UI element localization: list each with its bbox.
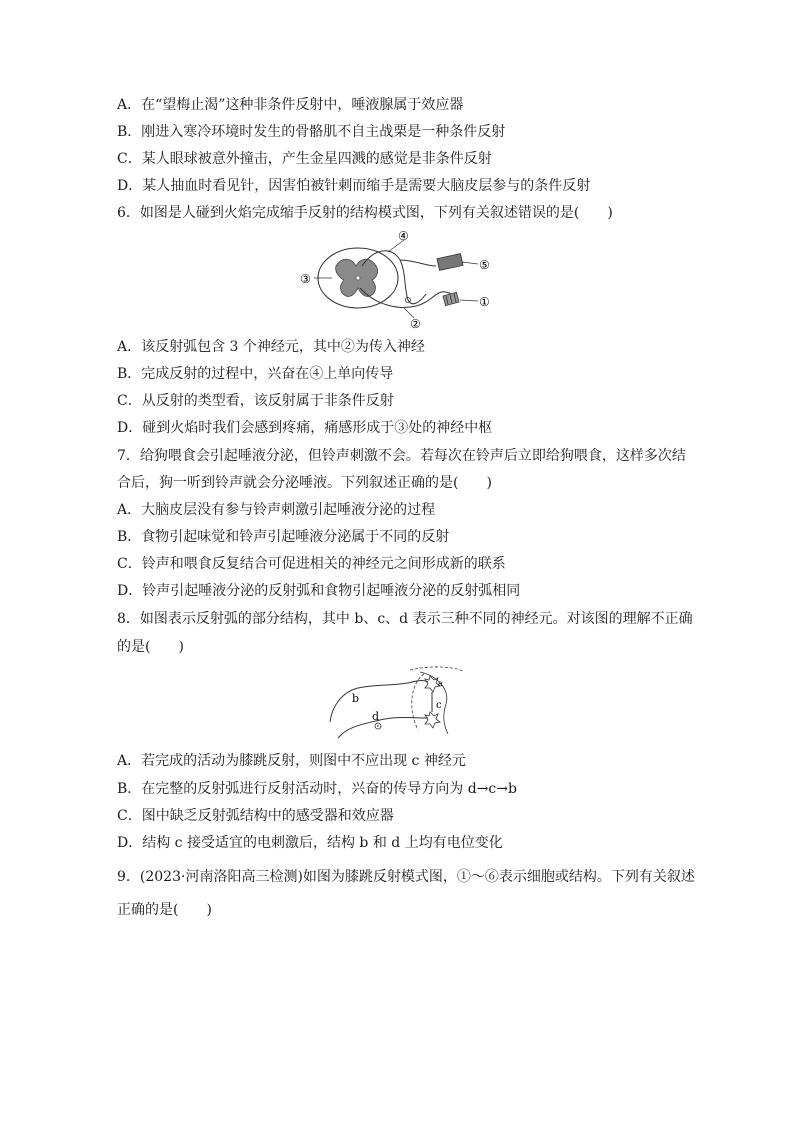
q5-option-a: A．在“望梅止渴”这种非条件反射中，唾液腺属于效应器 xyxy=(117,97,464,113)
q5-option-c: C．某人眼球被意外撞击，产生金星四溅的感觉是非条件反射 xyxy=(117,151,492,167)
q8-stem-line2: 的是( ) xyxy=(117,639,184,655)
motor-fiber xyxy=(400,260,436,266)
q9-stem-line2: 正确的是( ) xyxy=(117,902,212,918)
q7-option-c: C．铃声和喂食反复结合可促进相关的神经元之间形成新的联系 xyxy=(117,556,506,572)
q8-option-b: B．在完整的反射弧进行反射活动时，兴奋的传导方向为 d→c→b xyxy=(117,781,517,797)
q5-option-d: D．某人抽血时看见针，因害怕被针刺而缩手是需要大脑皮层参与的条件反射 xyxy=(117,178,591,194)
q6-option-d: D．碰到火焰时我们会感到疼痛，痛感形成于③处的神经中枢 xyxy=(117,420,493,436)
q8-stem-line1: 8．如图表示反射弧的部分结构，其中 b、c、d 表示三种不同的神经元。对该图的理解不正确 xyxy=(117,611,693,627)
effector-block xyxy=(437,254,463,271)
label-c: c xyxy=(436,700,442,711)
label-1: ① xyxy=(479,295,490,309)
q7-stem-line1: 7．给狗喂食会引起唾液分泌，但铃声刺激不会。若每次在铃声后立即给狗喂食，这样多次结 xyxy=(117,448,686,464)
label-2: ② xyxy=(410,317,421,331)
label-b: b xyxy=(352,692,360,705)
q7-option-d: D．铃声引起唾液分泌的反射弧和食物引起唾液分泌的反射弧相同 xyxy=(117,583,521,599)
central-canal xyxy=(356,276,360,280)
receptor xyxy=(443,292,459,305)
q5-option-b: B．刚进入寒冷环境时发生的骨骼肌不自主战栗是一种条件反射 xyxy=(117,124,506,140)
q6-option-b: B．完成反射的过程中，兴奋在④上单向传导 xyxy=(117,366,394,382)
q8-option-a: A．若完成的活动为膝跳反射，则图中不应出现 c 神经元 xyxy=(117,753,466,769)
label-d: d xyxy=(372,710,380,723)
cell-body-lower xyxy=(425,712,440,728)
label-4: ④ xyxy=(398,229,409,243)
q7-stem-line2: 合后，狗一听到铃声就会分泌唾液。下列叙述正确的是( ) xyxy=(117,475,492,491)
q9-stem-line1: 9．(2023·河南洛阳高三检测)如图为膝跳反射模式图，①～⑥表示细胞或结构。下列有关叙述 xyxy=(117,869,695,885)
label-a: a xyxy=(438,679,443,688)
q8-option-c: C．图中缺乏反射弧结构中的感受器和效应器 xyxy=(117,808,394,824)
q6-stem: 6．如图是人碰到火焰完成缩手反射的结构模式图，下列有关叙述错误的是( ) xyxy=(117,205,613,221)
label-3: ③ xyxy=(300,272,311,286)
q7-option-b: B．食物引起味觉和铃声引起唾液分泌属于不同的反射 xyxy=(117,529,450,545)
q6-option-a: A．该反射弧包含 3 个神经元，其中②为传入神经 xyxy=(117,339,425,355)
q7-option-a: A．大脑皮层没有参与铃声刺激引起唾液分泌的过程 xyxy=(117,502,436,518)
q8-neuron-figure xyxy=(328,664,466,740)
q8-option-d: D．结构 c 接受适宜的电刺激后，结构 b 和 d 上均有电位变化 xyxy=(117,835,503,851)
q6-reflex-arc-figure xyxy=(296,226,502,332)
label-5: ⑤ xyxy=(479,258,490,272)
q6-option-c: C．从反射的类型看，该反射属于非条件反射 xyxy=(117,393,394,409)
